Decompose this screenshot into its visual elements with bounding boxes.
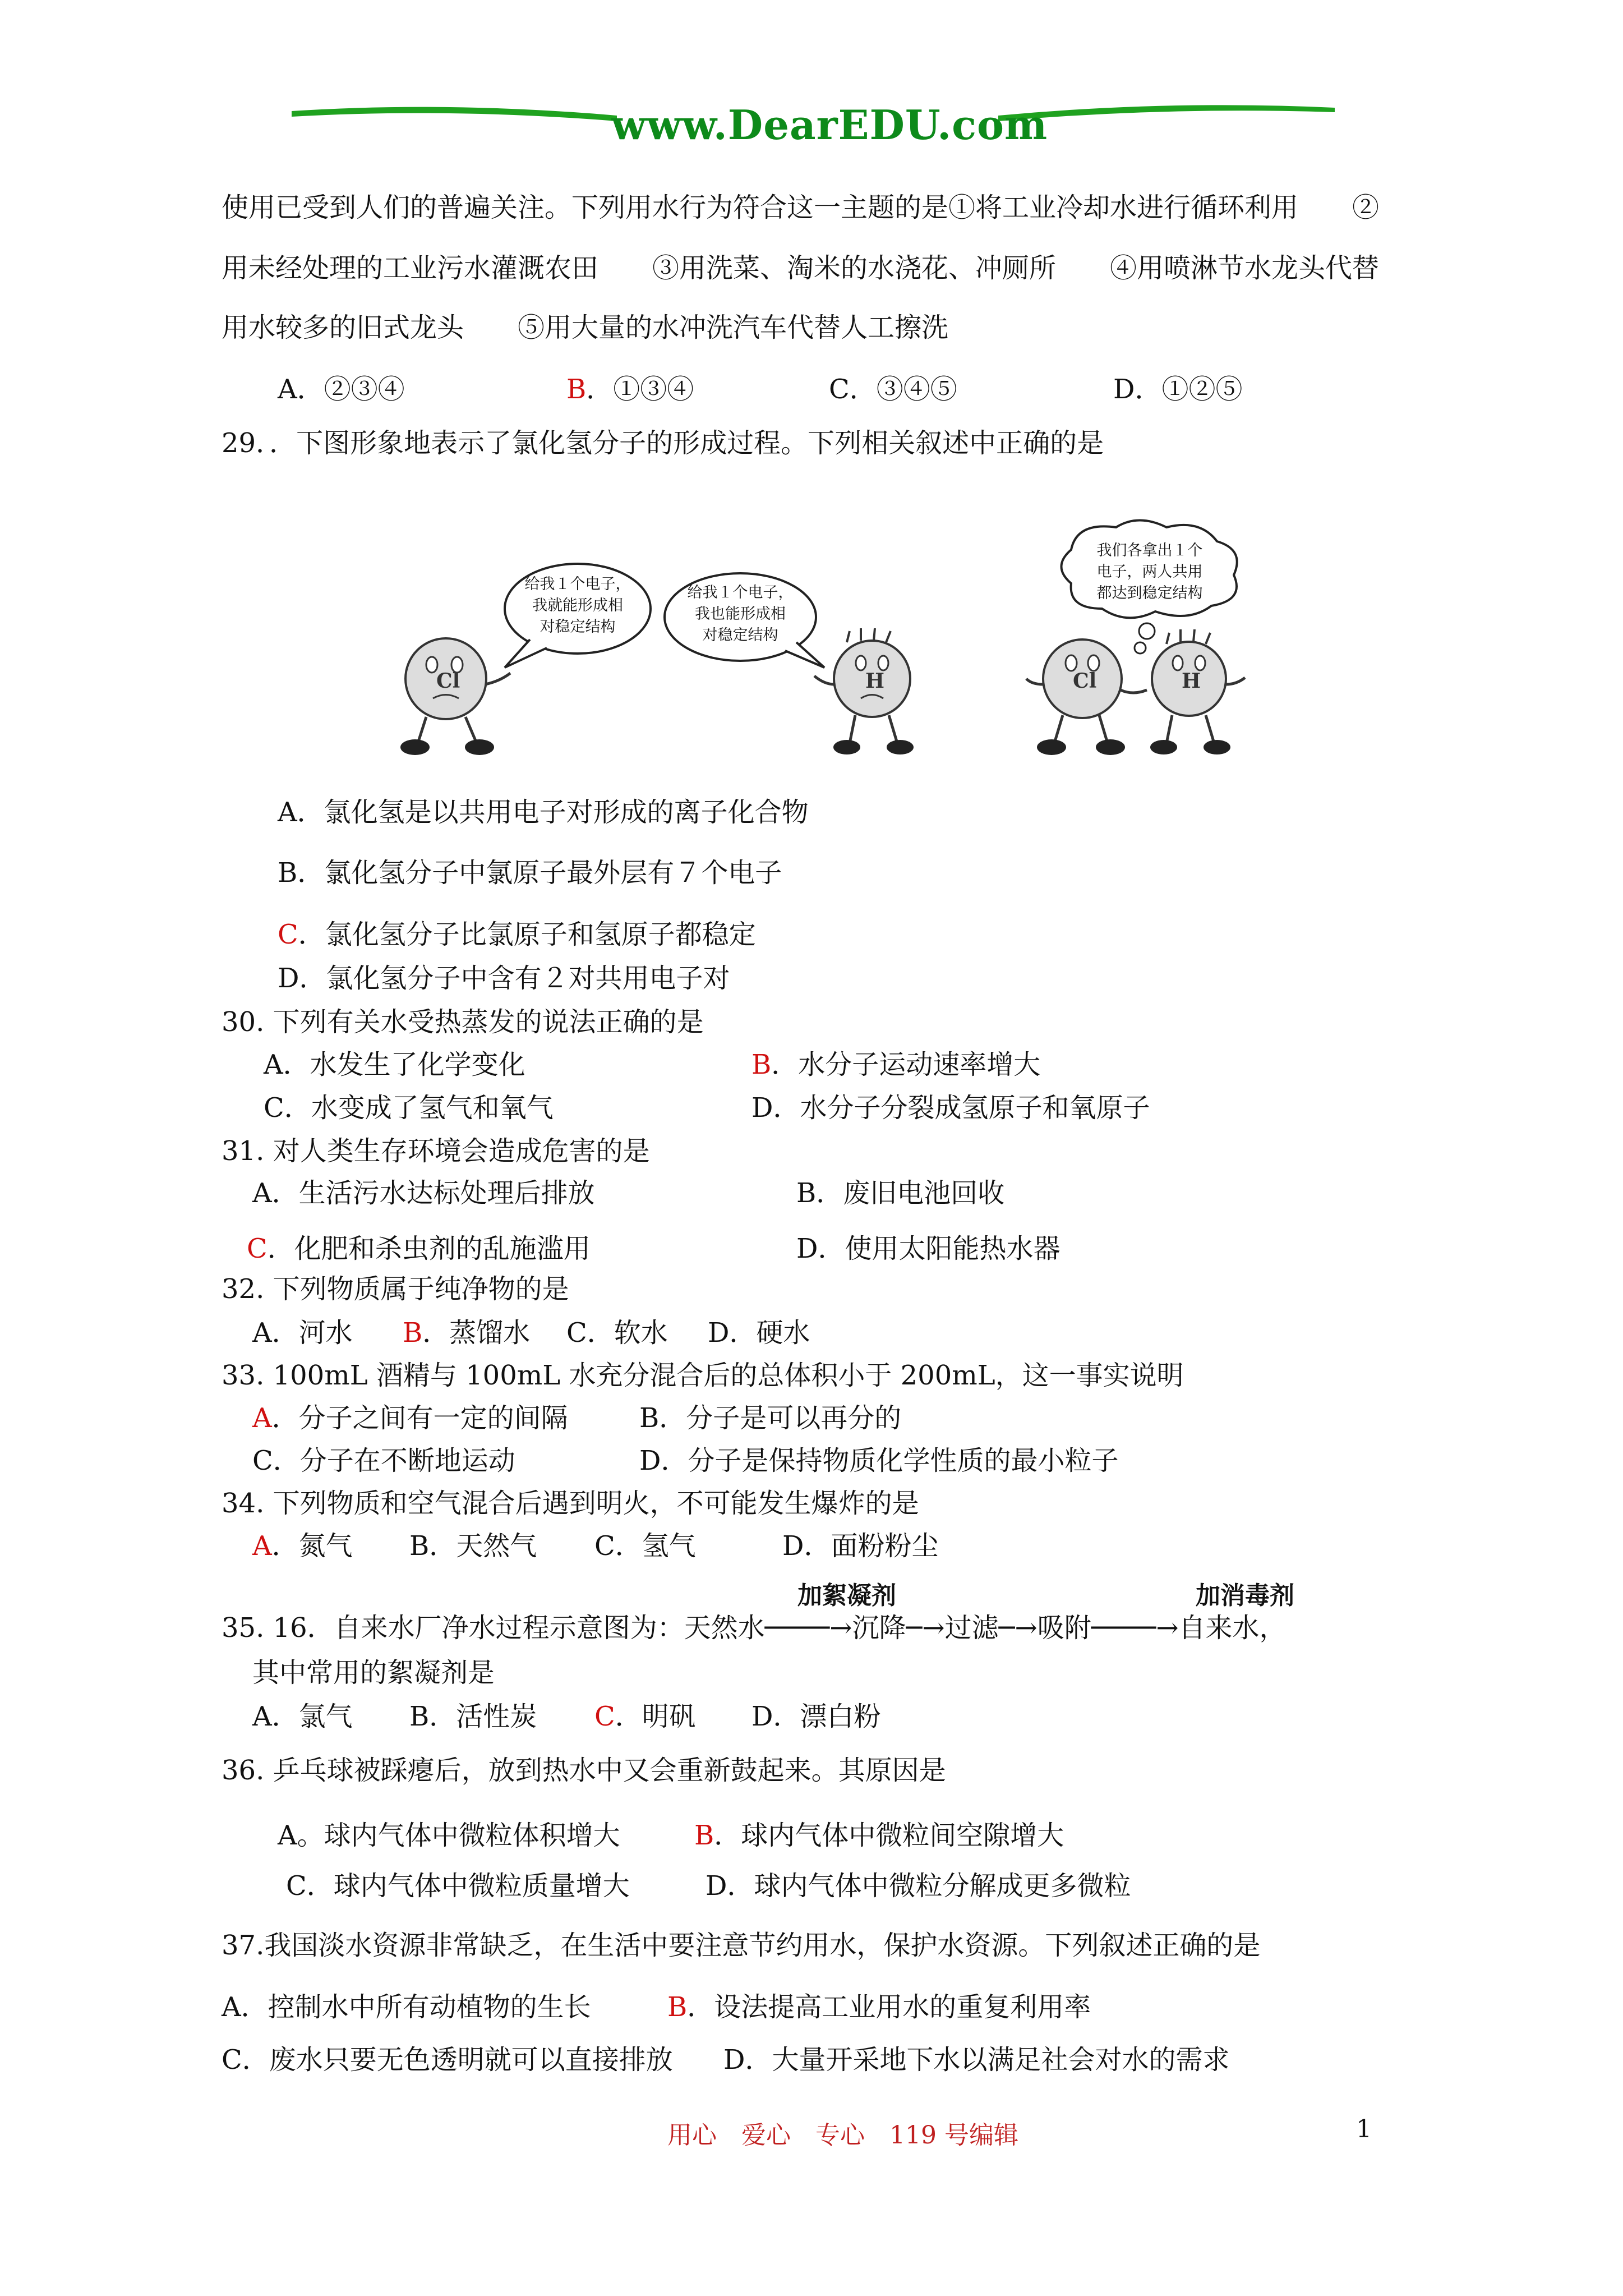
q31-option-b: B．废旧电池回收 [796, 1177, 1005, 1209]
q36-option-a: A。球内气体中微粒体积增大 [278, 1820, 620, 1851]
q37-option-c: C．废水只要无色透明就可以直接排放 [222, 2044, 673, 2076]
q28-option-c: C．③④⑤ [829, 374, 957, 405]
q31-option-d: D．使用太阳能热水器 [796, 1233, 1061, 1264]
q37-option-b: B．设法提高工业用水的重复利用率 [667, 1991, 1091, 2023]
q31-option-c: C．化肥和杀虫剂的乱施滥用 [247, 1233, 591, 1264]
q36-option-d: D．球内气体中微粒分解成更多微粒 [706, 1870, 1131, 1902]
h-label: H [865, 669, 885, 693]
q28-option-a: A．②③④ [278, 374, 405, 405]
q35-option-b: B．活性炭 [409, 1701, 537, 1732]
speech-bubble-cl [505, 564, 651, 668]
q35-stem: 35. 16．自来水厂净水过程示意图为：天然水────→沉降─→过滤─→吸附────→自来水， [222, 1612, 1287, 1644]
speech-bubble-h [665, 573, 824, 668]
q34-option-c: C．氢气 [594, 1530, 696, 1562]
q30-option-c: C．水变成了氢气和氧气 [264, 1092, 554, 1124]
svg-text:给我１个电子，: 给我１个电子， [687, 584, 794, 601]
svg-text:我就能形成相: 我就能形成相 [532, 597, 623, 614]
hcl-formation-figure [393, 516, 1312, 780]
page-number: 1 [1356, 2115, 1372, 2143]
q30-option-b: B．水分子运动速率增大 [751, 1049, 1041, 1080]
footer-editor-note: 用心 爱心 专心 119 号编辑 [667, 2121, 1018, 2150]
svg-text:电子，两人共用: 电子，两人共用 [1096, 563, 1203, 581]
q28-line2: 用未经处理的工业污水灌溉农田 ③用洗菜、淘米的水浇花、冲厕所 ④用喷淋节水龙头代替 [222, 252, 1380, 284]
svg-text:Cl: Cl [1073, 669, 1097, 693]
q34-stem: 34. 下列物质和空气混合后遇到明火，不可能发生爆炸的是 [222, 1488, 919, 1519]
cl-label: Cl [436, 669, 460, 693]
q33-option-c: C．分子在不断地运动 [252, 1445, 515, 1476]
svg-text:对稳定结构: 对稳定结构 [702, 627, 778, 644]
q33-option-a: A．分子之间有一定的间隔 [252, 1402, 568, 1434]
svg-text:都达到稳定结构: 都达到稳定结构 [1096, 585, 1203, 602]
q37-option-d: D．大量开采地下水以满足社会对水的需求 [723, 2044, 1230, 2076]
q28-option-d: D．①②⑤ [1113, 374, 1243, 405]
q30-stem: 30. 下列有关水受热蒸发的说法正确的是 [222, 1006, 704, 1038]
q37-option-a: A．控制水中所有动植物的生长 [222, 1991, 591, 2023]
q28-line1: 使用已受到人们的普遍关注。下列用水行为符合这一主题的是①将工业冷却水进行循环利用 ② [222, 192, 1380, 223]
q35-stem2: 其中常用的絮凝剂是 [252, 1657, 495, 1688]
q29-option-b: B．氯化氢分子中氯原子最外层有７个电子 [278, 857, 782, 889]
svg-text:我也能形成相: 我也能形成相 [695, 605, 786, 623]
q37-stem: 37.我国淡水资源非常缺乏，在生活中要注意节约用水，保护水资源。下列叙述正确的是 [222, 1930, 1261, 1961]
q29-option-d: D．氯化氢分子中含有２对共用电子对 [278, 963, 730, 994]
header-site-logo: www.DearEDU.com [611, 101, 1048, 149]
q36-stem: 36. 乒乓球被踩瘪后，放到热水中又会重新鼓起来。其原因是 [222, 1755, 946, 1786]
svg-text:给我１个电子，: 给我１个电子， [524, 576, 631, 593]
q29-stem: 29．．下图形象地表示了氯化氢分子的形成过程。下列相关叙述中正确的是 [222, 427, 1104, 459]
q32-stem: 32. 下列物质属于纯净物的是 [222, 1273, 569, 1305]
q35-over-disinfectant: 加消毒剂 [1196, 1581, 1294, 1610]
q36-option-c: C．球内气体中微粒质量增大 [286, 1870, 630, 1902]
q29-option-a: A．氯化氢是以共用电子对形成的离子化合物 [278, 797, 809, 828]
q34-option-b: B．天然气 [409, 1530, 537, 1562]
q31-stem: 31. 对人类生存环境会造成危害的是 [222, 1135, 650, 1167]
h-atom-character [814, 628, 914, 754]
q30-option-d: D．水分子分裂成氢原子和氧原子 [751, 1092, 1150, 1124]
q31-option-a: A．生活污水达标处理后排放 [252, 1177, 595, 1209]
q36-option-b: B．球内气体中微粒间空隙增大 [694, 1820, 1064, 1851]
q34-option-d: D．面粉粉尘 [782, 1530, 939, 1562]
svg-text:H: H [1182, 669, 1201, 693]
q34-option-a: A．氮气 [252, 1530, 353, 1562]
q35-option-d: D．漂白粉 [751, 1701, 881, 1732]
q33-stem: 33. 100mL 酒精与 100mL 水充分混合后的总体积小于 200mL，这一事实说明 [222, 1360, 1184, 1391]
q28-line3: 用水较多的旧式龙头 ⑤用大量的水冲洗汽车代替人工擦洗 [222, 312, 949, 343]
q32-option-d: D．硬水 [708, 1317, 810, 1349]
q33-option-b: B．分子是可以再分的 [639, 1402, 902, 1434]
svg-text:对稳定结构: 对稳定结构 [540, 618, 616, 636]
q35-option-c: C．明矾 [594, 1701, 696, 1732]
q32-option-c: C．软水 [566, 1317, 668, 1349]
q28-option-b: B．①③④ [566, 374, 694, 405]
q30-option-a: A．水发生了化学变化 [264, 1049, 525, 1080]
q35-over-flocculant: 加絮凝剂 [797, 1581, 896, 1610]
q33-option-d: D．分子是保持物质化学性质的最小粒子 [639, 1445, 1119, 1476]
q32-option-b: B．蒸馏水 [403, 1317, 531, 1349]
q32-option-a: A．河水 [252, 1317, 353, 1349]
cl-atom-character [400, 638, 510, 755]
q35-option-a: A．氯气 [252, 1701, 353, 1732]
q29-option-c: C．氯化氢分子比氯原子和氢原子都稳定 [278, 919, 756, 950]
svg-text:我们各拿出１个: 我们各拿出１个 [1096, 542, 1203, 559]
